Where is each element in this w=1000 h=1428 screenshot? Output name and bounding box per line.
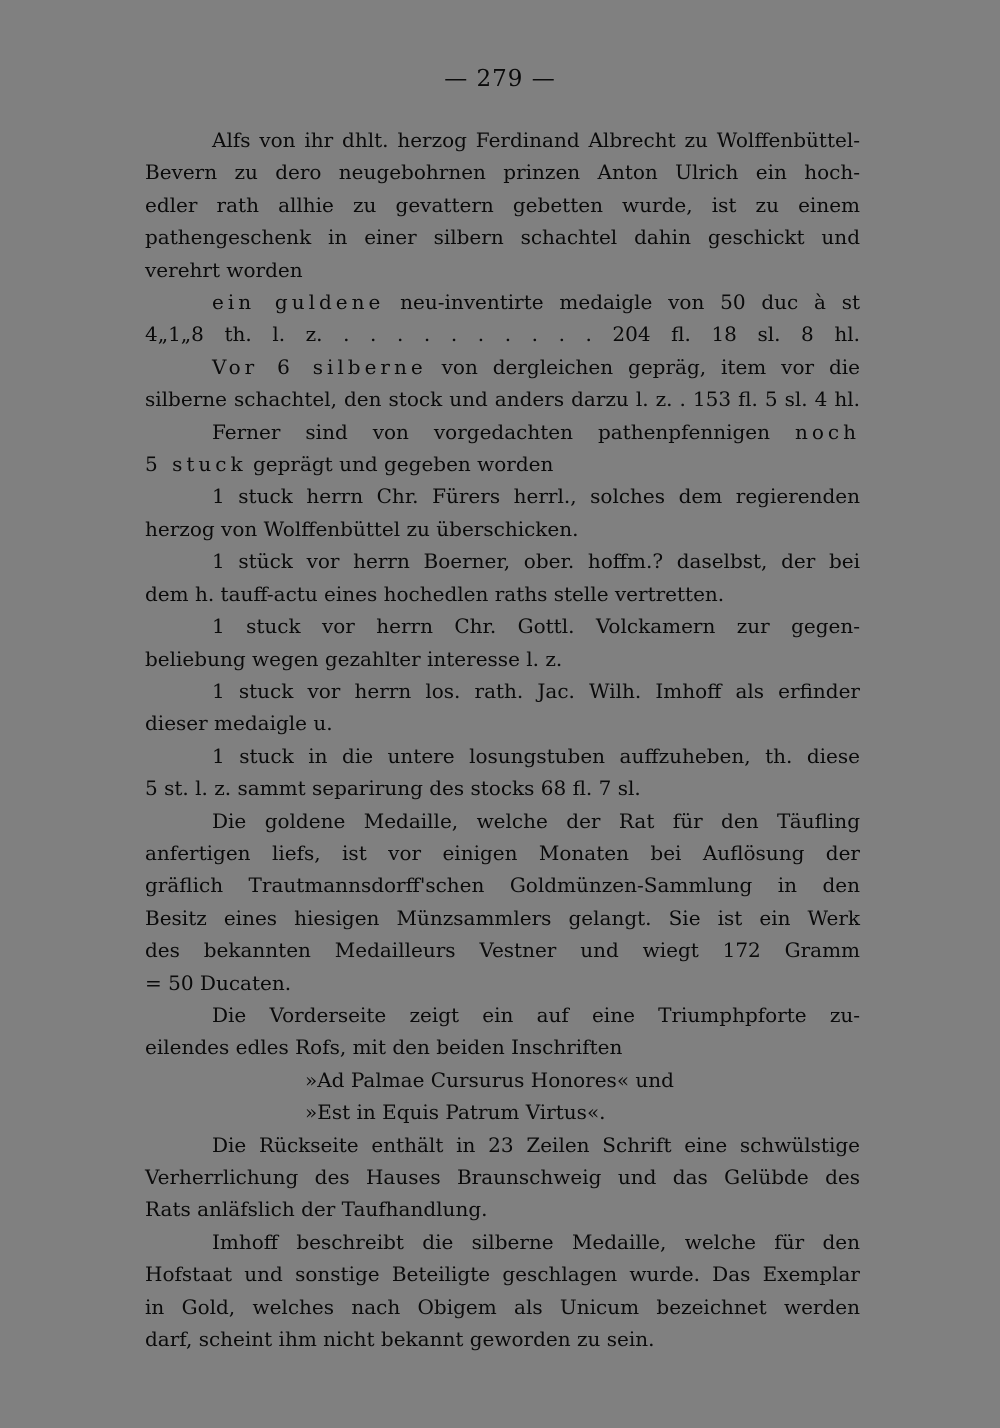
line: Imhoff beschreibt die silberne Medaille, welche für den xyxy=(212,1229,860,1254)
line: Hofstaat und sonstige Beteiligte geschlagen wurde. Das Exemplar xyxy=(145,1262,860,1287)
line: edler rath allhie zu gevattern gebetten wurde, ist zu einem xyxy=(145,192,860,217)
line: Die goldene Medaille, welche der Rat für den Täufling xyxy=(212,808,860,833)
line: Die Rückseite enthält in 23 Zeilen Schrift eine schwülstige xyxy=(212,1132,860,1157)
line: 1 stuck vor herrn Chr. Gottl. Volckamern zur gegen- xyxy=(212,614,860,639)
line: darf, scheint ihm nicht bekannt geworden zu sein. xyxy=(145,1327,655,1352)
line-rest: neu-inventirte medaigle von 50 duc à st xyxy=(384,290,860,315)
line: anfertigen liefs, ist vor einigen Monaten bei Auflösung der xyxy=(145,840,860,865)
line: gräflich Trautmannsdorff'schen Goldmünzen-Sammlung in den xyxy=(145,873,860,898)
line: herzog von Wolffenbüttel zu überschicken. xyxy=(145,516,579,541)
line: pathengeschenk in einer silbern schachtel dahin geschickt und xyxy=(145,225,860,250)
line: dem h. tauff-actu eines hochedlen raths stelle vertretten. xyxy=(145,581,725,606)
line-rest: geprägt und gegeben worden xyxy=(246,452,554,477)
line: des bekannten Medailleurs Vestner und wiegt 172 Gramm xyxy=(145,938,860,963)
line xyxy=(145,351,860,383)
inscription-line: »Est in Equis Patrum Virtus«. xyxy=(305,1100,606,1125)
line: Bevern zu dero neugebohrnen prinzen Anton Ulrich ein hoch- xyxy=(145,160,860,185)
body-text xyxy=(145,124,860,1355)
spaced-text: Vor 6 silberne xyxy=(212,354,427,379)
line: Besitz eines hiesigen Münzsammlers gelangt. Sie ist ein Werk xyxy=(145,905,860,930)
page-number: — 279 — xyxy=(444,66,556,92)
line: 1 stück vor herrn Boerner, ober. hoffm.? daselbst, der bei xyxy=(212,549,860,574)
spaced-text: ein guldene xyxy=(212,290,385,315)
line-pre: Ferner sind von vorgedachten pathenpfennigen xyxy=(212,419,795,444)
line: Alfs von ihr dhlt. herzog Ferdinand Albrecht zu Wolffenbüttel- xyxy=(212,128,860,152)
line: 5 st. l. z. sammt separirung des stocks 68 fl. 7 sl. xyxy=(145,776,641,801)
line: Die Vorderseite zeigt ein auf eine Triumphpforte zu- xyxy=(212,1002,860,1027)
line: 1 stuck in die untere losungstuben auffzuheben, th. diese xyxy=(212,743,860,768)
line: 4„1„8 th. l. z. . . . . . . . . . . 204 fl. 18 sl. 8 hl. xyxy=(145,322,860,347)
line-rest: von dergleichen gepräg, item vor die xyxy=(426,354,860,379)
line: eilendes edles Rofs, mit den beiden Inschriften xyxy=(145,1035,623,1060)
line: in Gold, welches nach Obigem als Unicum bezeichnet werden xyxy=(145,1294,860,1319)
spaced-text: 5 stuck xyxy=(145,452,247,477)
line: 1 stuck herrn Chr. Fürers herrl., solches dem regierenden xyxy=(212,484,860,509)
line: dieser medaigle u. xyxy=(145,711,333,736)
line: verehrt worden xyxy=(145,257,303,282)
line xyxy=(145,416,860,448)
line: = 50 Ducaten. xyxy=(145,970,292,995)
line xyxy=(145,448,860,480)
line xyxy=(145,286,860,318)
spaced-text: noch xyxy=(794,419,860,444)
line: silberne schachtel, den stock und anders darzu l. z. . 153 fl. 5 sl. 4 hl. xyxy=(145,387,860,412)
line: 1 stuck vor herrn los. rath. Jac. Wilh. Imhoff als erfinder xyxy=(212,678,860,703)
line: beliebung wegen gezahlter interesse l. z. xyxy=(145,646,563,671)
line: Rats anläfslich der Taufhandlung. xyxy=(145,1197,488,1222)
inscription-line: »Ad Palmae Cursurus Honores« und xyxy=(305,1067,674,1092)
line: Verherrlichung des Hauses Braunschweig und das Gelübde des xyxy=(145,1165,860,1189)
